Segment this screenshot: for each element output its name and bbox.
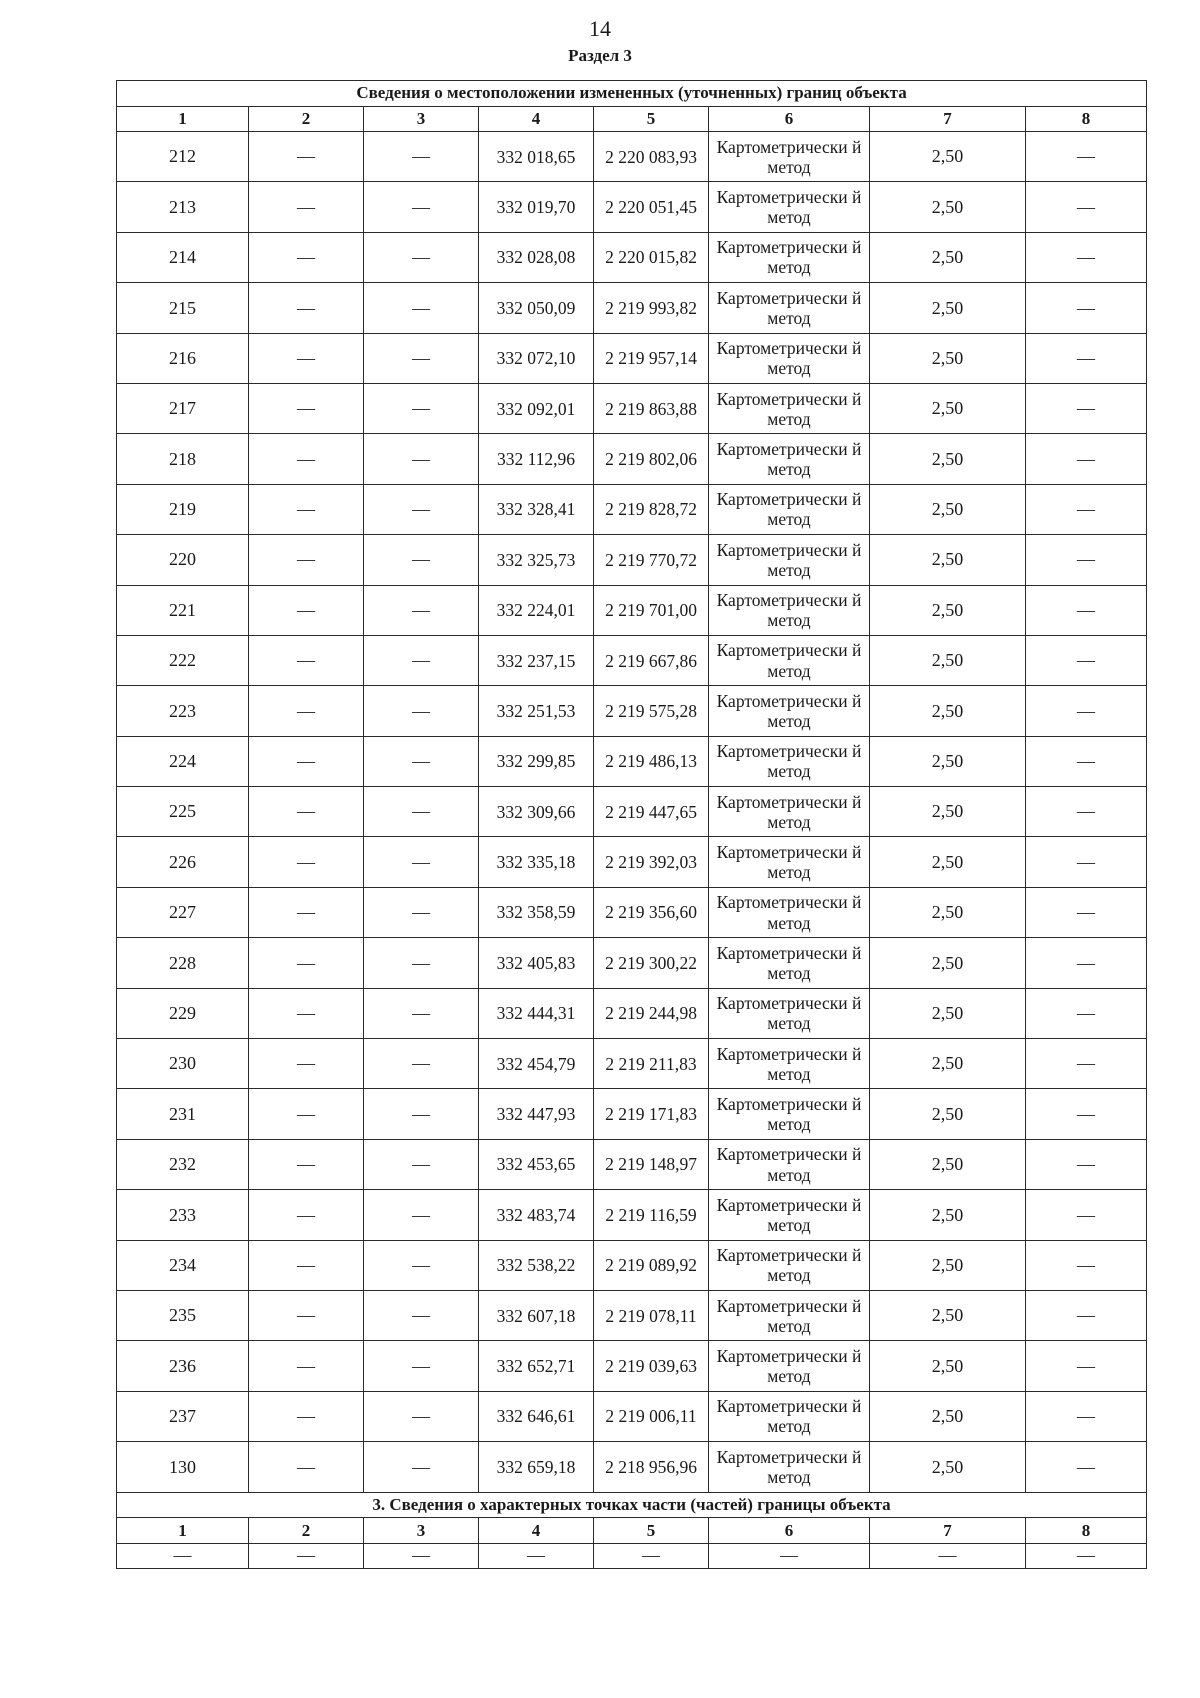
table-cell: 332 652,71 (479, 1341, 594, 1391)
table-cell: — (1026, 132, 1147, 182)
table-cell: 2,50 (870, 132, 1026, 182)
table-cell: — (1026, 1442, 1147, 1492)
table-cell: 2 219 078,11 (594, 1290, 709, 1340)
table-cell: 332 646,61 (479, 1391, 594, 1441)
table-cell: 2,50 (870, 182, 1026, 232)
table-cell: 226 (117, 837, 249, 887)
table-cell: 2,50 (870, 484, 1026, 534)
table-cell: 2,50 (870, 1240, 1026, 1290)
table-cell: — (1026, 1089, 1147, 1139)
table-cell: 224 (117, 736, 249, 786)
table-cell: — (1026, 1341, 1147, 1391)
table-cell: — (364, 535, 479, 585)
table-cell: — (1026, 1290, 1147, 1340)
table-cell: Картометрически й метод (709, 132, 870, 182)
table-cell: — (364, 938, 479, 988)
column-number: 8 (1026, 106, 1147, 132)
column-number: 5 (594, 1518, 709, 1544)
table-cell: 2 219 244,98 (594, 988, 709, 1038)
table-cell: — (364, 686, 479, 736)
table-row (117, 182, 1147, 232)
table-cell: Картометрически й метод (709, 1089, 870, 1139)
table-cell: Картометрически й метод (709, 887, 870, 937)
table-cell: 332 299,85 (479, 736, 594, 786)
column-number: 6 (709, 106, 870, 132)
table-cell: 2 219 356,60 (594, 887, 709, 937)
table-cell: — (1026, 787, 1147, 837)
column-number: 5 (594, 106, 709, 132)
table-cell: — (364, 232, 479, 282)
table-cell: 2 219 148,97 (594, 1139, 709, 1189)
table-cell: 2 219 828,72 (594, 484, 709, 534)
table-cell: — (364, 1391, 479, 1441)
table-cell: — (594, 1543, 709, 1569)
table-cell: — (709, 1543, 870, 1569)
table-cell: — (364, 1139, 479, 1189)
table-cell: 2,50 (870, 1290, 1026, 1340)
table-cell: — (364, 1240, 479, 1290)
table-cell: 2,50 (870, 1089, 1026, 1139)
table-cell: — (1026, 484, 1147, 534)
table-cell: — (364, 736, 479, 786)
table-cell: 332 325,73 (479, 535, 594, 585)
table-cell: — (364, 1543, 479, 1569)
table-cell: 2 219 486,13 (594, 736, 709, 786)
column-number-row (117, 1518, 1147, 1544)
table-row (117, 938, 1147, 988)
table-cell: 2,50 (870, 383, 1026, 433)
table-row (117, 535, 1147, 585)
column-number: 6 (709, 1518, 870, 1544)
table-cell: — (364, 132, 479, 182)
table-cell: Картометрически й метод (709, 736, 870, 786)
table-cell: 332 659,18 (479, 1442, 594, 1492)
table-cell: 223 (117, 686, 249, 736)
table-cell: — (1026, 1190, 1147, 1240)
table-cell: 2,50 (870, 1391, 1026, 1441)
table-cell: 2 220 015,82 (594, 232, 709, 282)
table-cell: Картометрически й метод (709, 1190, 870, 1240)
table-cell: — (1026, 1240, 1147, 1290)
table-cell: 332 328,41 (479, 484, 594, 534)
table-cell: — (249, 1341, 364, 1391)
table-cell: — (1026, 938, 1147, 988)
table-row (117, 383, 1147, 433)
table-cell: 2 219 667,86 (594, 635, 709, 685)
table-cell: 332 483,74 (479, 1190, 594, 1240)
table-cell: 2 219 701,00 (594, 585, 709, 635)
table-cell: 2,50 (870, 535, 1026, 585)
table-cell: 332 092,01 (479, 383, 594, 433)
table-cell: 2,50 (870, 1139, 1026, 1189)
table-cell: Картометрически й метод (709, 383, 870, 433)
table-cell: 332 447,93 (479, 1089, 594, 1139)
table-cell: 332 072,10 (479, 333, 594, 383)
table-cell: 332 405,83 (479, 938, 594, 988)
table-cell: — (1026, 535, 1147, 585)
table-row (117, 484, 1147, 534)
table-cell: — (1026, 1543, 1147, 1569)
table-cell: — (249, 887, 364, 937)
table-cell: 233 (117, 1190, 249, 1240)
table-cell: 231 (117, 1089, 249, 1139)
table-row (117, 1290, 1147, 1340)
table-cell: — (364, 837, 479, 887)
table-cell: Картометрически й метод (709, 1139, 870, 1189)
table-cell: 2,50 (870, 736, 1026, 786)
table-cell: 332 309,66 (479, 787, 594, 837)
table-cell: 2,50 (870, 434, 1026, 484)
table-cell: — (1026, 837, 1147, 887)
table-title: Сведения о местоположении измененных (уточненных) границ объекта (117, 81, 1147, 107)
table-cell: — (249, 232, 364, 282)
table-cell: 2,50 (870, 585, 1026, 635)
column-number: 4 (479, 1518, 594, 1544)
table-row (117, 837, 1147, 887)
table-cell: 2,50 (870, 1039, 1026, 1089)
table-row (117, 1139, 1147, 1189)
table-cell: — (1026, 1139, 1147, 1189)
table-cell: 332 028,08 (479, 232, 594, 282)
table-cell: — (249, 837, 364, 887)
table-cell: — (249, 1190, 364, 1240)
table-cell: — (249, 1039, 364, 1089)
table-cell: 236 (117, 1341, 249, 1391)
table-cell: — (249, 988, 364, 1038)
table-cell: 2,50 (870, 635, 1026, 685)
column-number: 7 (870, 1518, 1026, 1544)
table-cell: 213 (117, 182, 249, 232)
table-cell: 2,50 (870, 686, 1026, 736)
table-cell: 234 (117, 1240, 249, 1290)
table-cell: — (249, 1089, 364, 1139)
table-cell: — (364, 887, 479, 937)
table-cell: 2,50 (870, 283, 1026, 333)
table-cell: — (249, 1543, 364, 1569)
table-cell: — (364, 1190, 479, 1240)
table-cell: 2 219 211,83 (594, 1039, 709, 1089)
table-row (117, 283, 1147, 333)
table-cell: 332 607,18 (479, 1290, 594, 1340)
column-number: 2 (249, 106, 364, 132)
section-title: Раздел 3 (568, 46, 632, 65)
table-cell: — (249, 686, 364, 736)
table-cell: 227 (117, 887, 249, 937)
table-cell: 2,50 (870, 837, 1026, 887)
table-title-row (117, 1492, 1147, 1518)
table-row (117, 232, 1147, 282)
table-row (117, 787, 1147, 837)
table-cell: — (249, 1391, 364, 1441)
table-cell: Картометрически й метод (709, 837, 870, 887)
table-cell: Картометрически й метод (709, 938, 870, 988)
table-cell: — (249, 787, 364, 837)
table-cell: — (249, 1240, 364, 1290)
table-cell: 332 335,18 (479, 837, 594, 887)
table-cell: 228 (117, 938, 249, 988)
table-row (117, 1543, 1147, 1569)
table-cell: Картометрически й метод (709, 787, 870, 837)
table-cell: 2 219 006,11 (594, 1391, 709, 1441)
table-cell: 2 219 039,63 (594, 1341, 709, 1391)
table-cell: 332 019,70 (479, 182, 594, 232)
table-cell: — (1026, 182, 1147, 232)
table-cell: — (479, 1543, 594, 1569)
table-cell: 2,50 (870, 787, 1026, 837)
table-cell: 332 251,53 (479, 686, 594, 736)
table-cell: — (1026, 988, 1147, 1038)
table-cell: Картометрически й метод (709, 434, 870, 484)
table-cell: 220 (117, 535, 249, 585)
page-number: 14 (589, 16, 611, 41)
table-cell: 2,50 (870, 887, 1026, 937)
table-cell: — (249, 535, 364, 585)
table-cell: 216 (117, 333, 249, 383)
table-cell: Картометрически й метод (709, 182, 870, 232)
column-number: 1 (117, 1518, 249, 1544)
column-number: 3 (364, 106, 479, 132)
table-cell: 214 (117, 232, 249, 282)
table-cell: 332 453,65 (479, 1139, 594, 1189)
column-number: 7 (870, 106, 1026, 132)
table-row (117, 333, 1147, 383)
table-cell: 332 237,15 (479, 635, 594, 685)
table-cell: Картометрически й метод (709, 1240, 870, 1290)
table-cell: 222 (117, 635, 249, 685)
table-cell: — (249, 585, 364, 635)
table-cell: — (1026, 686, 1147, 736)
table-cell: Картометрически й метод (709, 232, 870, 282)
table-cell: — (249, 1139, 364, 1189)
table-cell: Картометрически й метод (709, 635, 870, 685)
column-number: 4 (479, 106, 594, 132)
table-cell: — (249, 434, 364, 484)
table-cell: Картометрически й метод (709, 333, 870, 383)
table-cell: — (1026, 635, 1147, 685)
table-cell: 2 219 171,83 (594, 1089, 709, 1139)
table-row (117, 635, 1147, 685)
table-cell: — (364, 1089, 479, 1139)
table-cell: Картометрически й метод (709, 1039, 870, 1089)
table-cell: — (249, 383, 364, 433)
table-cell: 2,50 (870, 333, 1026, 383)
table-cell: — (249, 333, 364, 383)
table-cell: 2 219 957,14 (594, 333, 709, 383)
table-cell: 217 (117, 383, 249, 433)
table-cell: — (364, 1290, 479, 1340)
table-row (117, 434, 1147, 484)
table-row (117, 132, 1147, 182)
table-cell: 2,50 (870, 232, 1026, 282)
table-cell: — (249, 736, 364, 786)
table-row (117, 1190, 1147, 1240)
table-cell: — (364, 333, 479, 383)
table-cell: 2,50 (870, 938, 1026, 988)
table-cell: 212 (117, 132, 249, 182)
table-cell: — (364, 1039, 479, 1089)
table-cell: — (364, 635, 479, 685)
table-cell: 2 219 575,28 (594, 686, 709, 736)
column-number: 3 (364, 1518, 479, 1544)
table-cell: 219 (117, 484, 249, 534)
table-cell: — (1026, 887, 1147, 937)
table-cell: — (364, 787, 479, 837)
table-cell: — (1026, 333, 1147, 383)
table-row (117, 1240, 1147, 1290)
table-cell: Картометрически й метод (709, 535, 870, 585)
table-cell: 332 018,65 (479, 132, 594, 182)
table-row (117, 1391, 1147, 1441)
table-cell: 2 219 392,03 (594, 837, 709, 887)
table-cell: 2 218 956,96 (594, 1442, 709, 1492)
table-cell: — (364, 434, 479, 484)
table-cell: 130 (117, 1442, 249, 1492)
table-cell: — (364, 283, 479, 333)
table-cell: — (364, 182, 479, 232)
table-cell: 218 (117, 434, 249, 484)
column-number: 8 (1026, 1518, 1147, 1544)
table-cell: 215 (117, 283, 249, 333)
table-cell: 229 (117, 988, 249, 1038)
table-cell: — (249, 283, 364, 333)
table-row (117, 1442, 1147, 1492)
table-row (117, 1341, 1147, 1391)
table-cell: — (1026, 1391, 1147, 1441)
table-cell: 235 (117, 1290, 249, 1340)
table-cell: Картометрически й метод (709, 686, 870, 736)
table-cell: — (364, 1442, 479, 1492)
table-cell: Картометрически й метод (709, 988, 870, 1038)
table-cell: 332 112,96 (479, 434, 594, 484)
table-cell: — (249, 1442, 364, 1492)
table-cell: 2 219 300,22 (594, 938, 709, 988)
table-cell: — (364, 1341, 479, 1391)
table-cell: 332 050,09 (479, 283, 594, 333)
table-cell: 332 538,22 (479, 1240, 594, 1290)
table-row (117, 988, 1147, 1038)
table-cell: 221 (117, 585, 249, 635)
table-cell: — (364, 484, 479, 534)
table-cell: Картометрически й метод (709, 1341, 870, 1391)
table-cell: — (1026, 232, 1147, 282)
table-cell: 332 358,59 (479, 887, 594, 937)
table-cell: — (364, 988, 479, 1038)
table-cell: — (249, 132, 364, 182)
table-cell: — (364, 585, 479, 635)
table-cell: 2 219 089,92 (594, 1240, 709, 1290)
table-cell: 2 219 770,72 (594, 535, 709, 585)
table-cell: — (870, 1543, 1026, 1569)
table-cell: — (249, 635, 364, 685)
table-cell: 332 224,01 (479, 585, 594, 635)
table-cell: 2 220 083,93 (594, 132, 709, 182)
table-cell: — (1026, 1039, 1147, 1089)
table-cell: — (1026, 585, 1147, 635)
table-cell: 230 (117, 1039, 249, 1089)
table-row (117, 686, 1147, 736)
column-number-row (117, 106, 1147, 132)
table-cell: 237 (117, 1391, 249, 1441)
table-row (117, 1089, 1147, 1139)
table-row (117, 1039, 1147, 1089)
table-cell: Картометрически й метод (709, 1391, 870, 1441)
table-cell: Картометрически й метод (709, 484, 870, 534)
table-cell: 2 219 863,88 (594, 383, 709, 433)
table-cell: 332 444,31 (479, 988, 594, 1038)
table-row (117, 887, 1147, 937)
table-cell: 225 (117, 787, 249, 837)
table-cell: — (364, 383, 479, 433)
table-row (117, 585, 1147, 635)
table-cell: Картометрически й метод (709, 1290, 870, 1340)
table-row (117, 736, 1147, 786)
table-cell: 2,50 (870, 1341, 1026, 1391)
table-cell: 2 219 116,59 (594, 1190, 709, 1240)
table-title: 3. Сведения о характерных точках части (частей) границы объекта (117, 1492, 1147, 1518)
table-cell: — (249, 1290, 364, 1340)
table-cell: 332 454,79 (479, 1039, 594, 1089)
table-cell: — (1026, 383, 1147, 433)
table-cell: 2 219 802,06 (594, 434, 709, 484)
table-cell: — (249, 182, 364, 232)
table-title-row (117, 81, 1147, 107)
table-cell: 2,50 (870, 1442, 1026, 1492)
table-cell: 232 (117, 1139, 249, 1189)
table-cell: — (249, 938, 364, 988)
table-cell: 2,50 (870, 988, 1026, 1038)
table-cell: — (1026, 283, 1147, 333)
column-number: 2 (249, 1518, 364, 1544)
table-cell: 2,50 (870, 1190, 1026, 1240)
table-cell: 2 219 993,82 (594, 283, 709, 333)
table-cell: — (1026, 434, 1147, 484)
table-cell: — (1026, 736, 1147, 786)
table-cell: Картометрически й метод (709, 1442, 870, 1492)
column-number: 1 (117, 106, 249, 132)
table-cell: 2 220 051,45 (594, 182, 709, 232)
boundary-table (116, 80, 1147, 1569)
table-cell: — (117, 1543, 249, 1569)
table-cell: 2 219 447,65 (594, 787, 709, 837)
table-cell: Картометрически й метод (709, 283, 870, 333)
table-cell: — (249, 484, 364, 534)
table-cell: Картометрически й метод (709, 585, 870, 635)
